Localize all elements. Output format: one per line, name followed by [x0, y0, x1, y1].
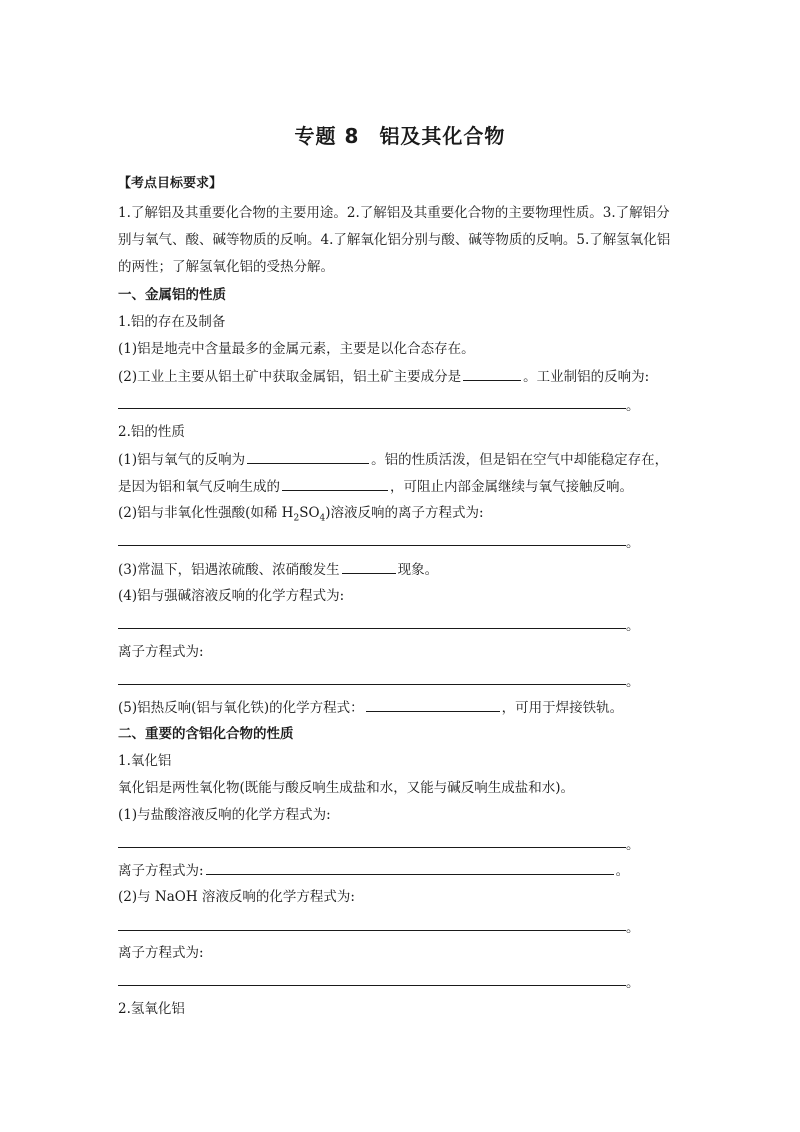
- text-fragment: 。工业制铝的反响为:: [523, 369, 650, 385]
- answer-line[interactable]: [118, 684, 626, 685]
- text-fragment: 现象。: [397, 562, 439, 578]
- page-title: [0, 122, 800, 150]
- period: 。: [626, 837, 640, 853]
- answer-line[interactable]: [118, 930, 626, 931]
- subheading-hydroxide: 2.氢氧化铝: [118, 1001, 185, 1017]
- paragraph-oxygen: [118, 449, 668, 470]
- period: 。: [626, 398, 640, 414]
- ionic-label-inline: [118, 860, 629, 881]
- period: 。: [615, 863, 630, 879]
- text-fragment: 是因为铝和氧气反响生成的: [118, 479, 280, 495]
- answer-line[interactable]: [118, 847, 626, 848]
- period: 。: [626, 975, 640, 991]
- paragraph-passivation: [118, 559, 438, 580]
- text-fragment: ，可阻止内部金属继续与氧气接触反响。: [390, 479, 633, 495]
- text-fragment: 。铝的性质活泼，但是铝在空气中却能稳定存在，: [371, 452, 669, 468]
- requirements-line-1: 1.了解铝及其重要化合物的主要用途。2.了解铝及其重要化合物的主要物理性质。3.了解铝分: [118, 205, 670, 221]
- subheading-existence: 1.铝的存在及制备: [118, 314, 226, 330]
- answer-blank[interactable]: [282, 476, 388, 491]
- period: 。: [626, 920, 640, 936]
- paragraph-hcl: (1)与盐酸溶液反响的化学方程式为:: [118, 807, 331, 823]
- paragraph-amphoteric: 氧化铝是两性氧化物(既能与酸反响生成盐和水，又能与碱反响生成盐和水)。: [118, 780, 575, 796]
- text-fragment: (5)铝热反响(铝与氧化铁)的化学方程式：: [118, 700, 364, 716]
- paragraph-industry: [118, 366, 649, 387]
- answer-blank[interactable]: [342, 559, 396, 574]
- subscript: 4: [319, 513, 326, 524]
- paragraph-base: (4)铝与强碱溶液反响的化学方程式为:: [118, 588, 345, 604]
- subheading-properties: 2.铝的性质: [118, 424, 185, 440]
- requirements-heading: 【考点目标要求】: [118, 176, 223, 191]
- answer-line[interactable]: [118, 545, 626, 546]
- answer-line[interactable]: [118, 408, 626, 409]
- text-fragment: (3)常温下，铝遇浓硫酸、浓硝酸发生: [118, 562, 340, 578]
- text-fragment: 离子方程式为:: [118, 863, 204, 879]
- text-fragment: (1)铝与氧气的反响为: [118, 452, 246, 468]
- title-topic: 专题 8: [294, 124, 360, 148]
- period: 。: [626, 674, 640, 690]
- answer-blank[interactable]: [206, 860, 614, 875]
- answer-blank[interactable]: [247, 449, 369, 464]
- answer-line[interactable]: [118, 985, 626, 986]
- requirements-line-2: 别与氧气、酸、碱等物质的反响。4.了解氧化铝分别与酸、碱等物质的反响。5.了解氢氧化铝: [118, 232, 671, 248]
- requirements-line-3: 的两性；了解氢氧化铝的受热分解。: [118, 259, 334, 275]
- paragraph-acid: [118, 503, 484, 523]
- text-fragment: )溶液反响的离子方程式为:: [325, 505, 484, 521]
- period: 。: [626, 535, 640, 551]
- text-fragment: ，可用于焊接铁轨。: [501, 700, 624, 716]
- paragraph-oxide-film: [118, 476, 633, 497]
- text-fragment: (2)铝与非氧化性强酸(如稀 H: [118, 505, 294, 521]
- subscript: 2: [293, 513, 300, 524]
- subheading-alumina: 1.氧化铝: [118, 753, 172, 769]
- paragraph-naoh: (2)与 NaOH 溶液反响的化学方程式为:: [118, 889, 355, 905]
- answer-line[interactable]: [118, 628, 626, 629]
- section-heading-1: 一、金属铝的性质: [118, 287, 226, 303]
- paragraph-thermite: [118, 697, 623, 718]
- section-heading-2: 二、重要的含铝化合物的性质: [118, 726, 294, 742]
- period: 。: [626, 618, 640, 634]
- answer-blank[interactable]: [463, 366, 521, 381]
- answer-blank[interactable]: [366, 697, 500, 712]
- ionic-label: 离子方程式为:: [118, 945, 204, 961]
- title-name: 铝及其化合物: [379, 124, 506, 148]
- text-fragment: SO: [299, 505, 320, 521]
- text-fragment: (2)工业上主要从铝土矿中获取金属铝，铝土矿主要成分是: [118, 369, 462, 385]
- ionic-label: 离子方程式为:: [118, 644, 204, 660]
- paragraph-crust: (1)铝是地壳中含量最多的金属元素，主要是以化合态存在。: [118, 341, 475, 357]
